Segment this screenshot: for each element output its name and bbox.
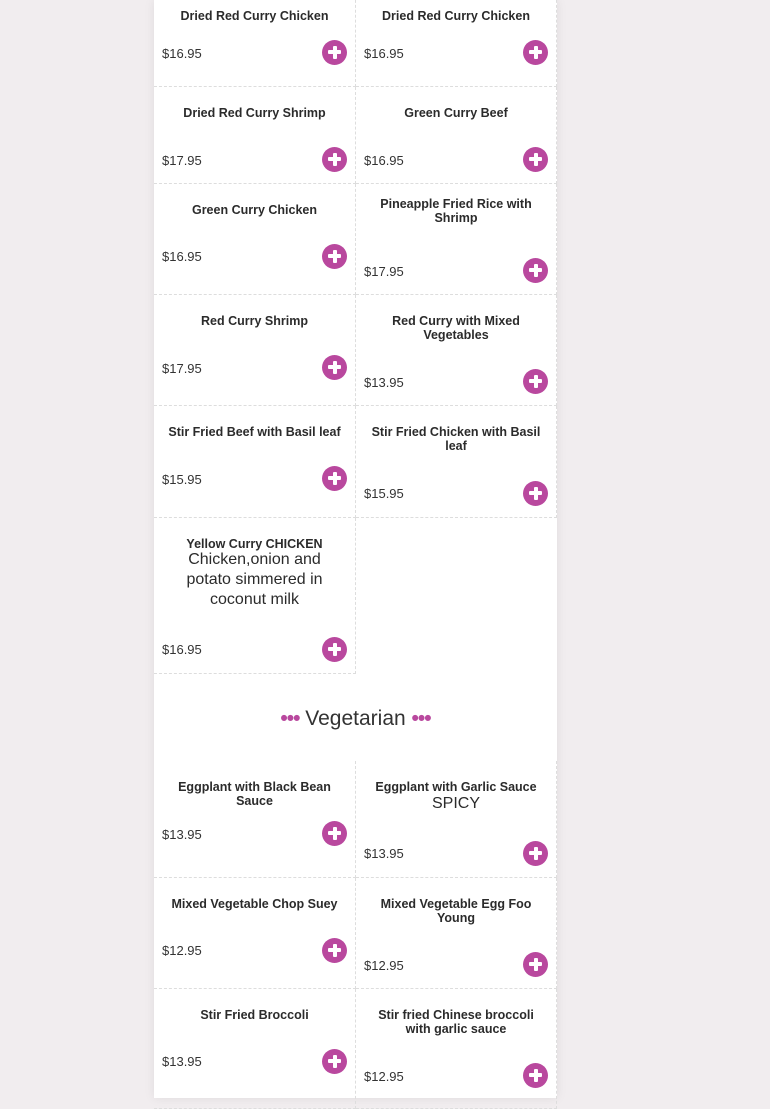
menu-item[interactable] [356,0,557,87]
menu-item-name: Stir Fried Broccoli [200,1008,309,1022]
menu-item-price: $16.95 [162,249,202,264]
menu-item[interactable] [154,989,356,1109]
plus-circle-icon[interactable] [322,40,347,65]
plus-circle-icon[interactable] [523,40,548,65]
menu-item-name: Dried Red Curry Chicken [180,9,329,23]
menu-item[interactable] [356,989,557,1109]
menu-item[interactable] [154,87,356,184]
menu-item-name: Eggplant with Garlic Sauce [375,780,537,794]
menu-item[interactable] [356,878,557,989]
menu-item-name: Yellow Curry CHICKEN [186,537,323,551]
menu-item-price: $16.95 [364,46,404,61]
menu-item[interactable] [154,878,356,989]
plus-circle-icon[interactable] [523,841,548,866]
menu-item[interactable] [154,518,356,674]
menu-item[interactable] [356,184,557,295]
menu-item-price: $12.95 [364,958,404,973]
plus-circle-icon[interactable] [523,147,548,172]
menu-item-name: Mixed Vegetable Egg Foo Young [380,897,532,925]
menu-item[interactable] [154,761,356,878]
menu-item-price: $13.95 [364,846,404,861]
menu-item-description: SPICY [431,795,480,812]
menu-item-price: $17.95 [162,153,202,168]
menu-item-price: $13.95 [162,1054,202,1069]
menu-item-price: $12.95 [162,943,202,958]
menu-item[interactable] [356,295,557,406]
menu-item-price: $16.95 [162,46,202,61]
menu-item-name: Dried Red Curry Chicken [382,9,530,23]
menu-item-price: $16.95 [162,642,202,657]
plus-circle-icon[interactable] [322,938,347,963]
plus-circle-icon[interactable] [523,369,548,394]
menu-item-description: Chicken,onion and potato simmered in coconut milk [186,551,323,608]
section-dots-right: ••• [411,707,431,730]
menu-item[interactable] [356,87,557,184]
menu-item-price: $17.95 [364,264,404,279]
plus-circle-icon[interactable] [322,637,347,662]
plus-circle-icon[interactable] [322,355,347,380]
menu-item-name: Dried Red Curry Shrimp [183,106,326,120]
section-title: Vegetarian [305,707,406,730]
menu-item-name: Green Curry Chicken [191,203,318,217]
menu-item-price: $17.95 [162,361,202,376]
menu-item-name: Stir Fried Beef with Basil leaf [168,425,341,439]
menu-item[interactable] [356,761,557,878]
menu-item-price: $16.95 [364,153,404,168]
menu-item-price: $15.95 [162,472,202,487]
menu-item-price: $15.95 [364,486,404,501]
menu-item[interactable] [154,406,356,518]
menu-item[interactable] [154,184,356,295]
menu-item-name: Stir fried Chinese broccoli with garlic sauce [378,1008,534,1036]
plus-circle-icon[interactable] [523,952,548,977]
menu-item-name: Green Curry Beef [404,106,508,120]
plus-circle-icon[interactable] [322,1049,347,1074]
plus-circle-icon[interactable] [523,258,548,283]
plus-circle-icon[interactable] [322,244,347,269]
plus-circle-icon[interactable] [322,147,347,172]
menu-item-name: Pineapple Fried Rice with Shrimp [380,197,532,225]
menu-item-price: $13.95 [162,827,202,842]
menu-item[interactable] [356,406,557,518]
menu-item-price: $13.95 [364,375,404,390]
section-header-vegetarian [154,706,557,732]
menu-item-name: Mixed Vegetable Chop Suey [171,897,338,911]
section-dots-left: ••• [280,707,300,730]
menu-item[interactable] [154,0,356,87]
plus-circle-icon[interactable] [523,481,548,506]
menu-item-name: Red Curry with Mixed Vegetables [392,314,520,342]
plus-circle-icon[interactable] [322,821,347,846]
plus-circle-icon[interactable] [322,466,347,491]
menu-item-name: Stir Fried Chicken with Basil leaf [371,425,541,453]
plus-circle-icon[interactable] [523,1063,548,1088]
menu-item[interactable] [154,295,356,406]
menu-item-name: Red Curry Shrimp [201,314,308,328]
menu-item-name: Eggplant with Black Bean Sauce [178,780,331,808]
menu-item-price: $12.95 [364,1069,404,1084]
